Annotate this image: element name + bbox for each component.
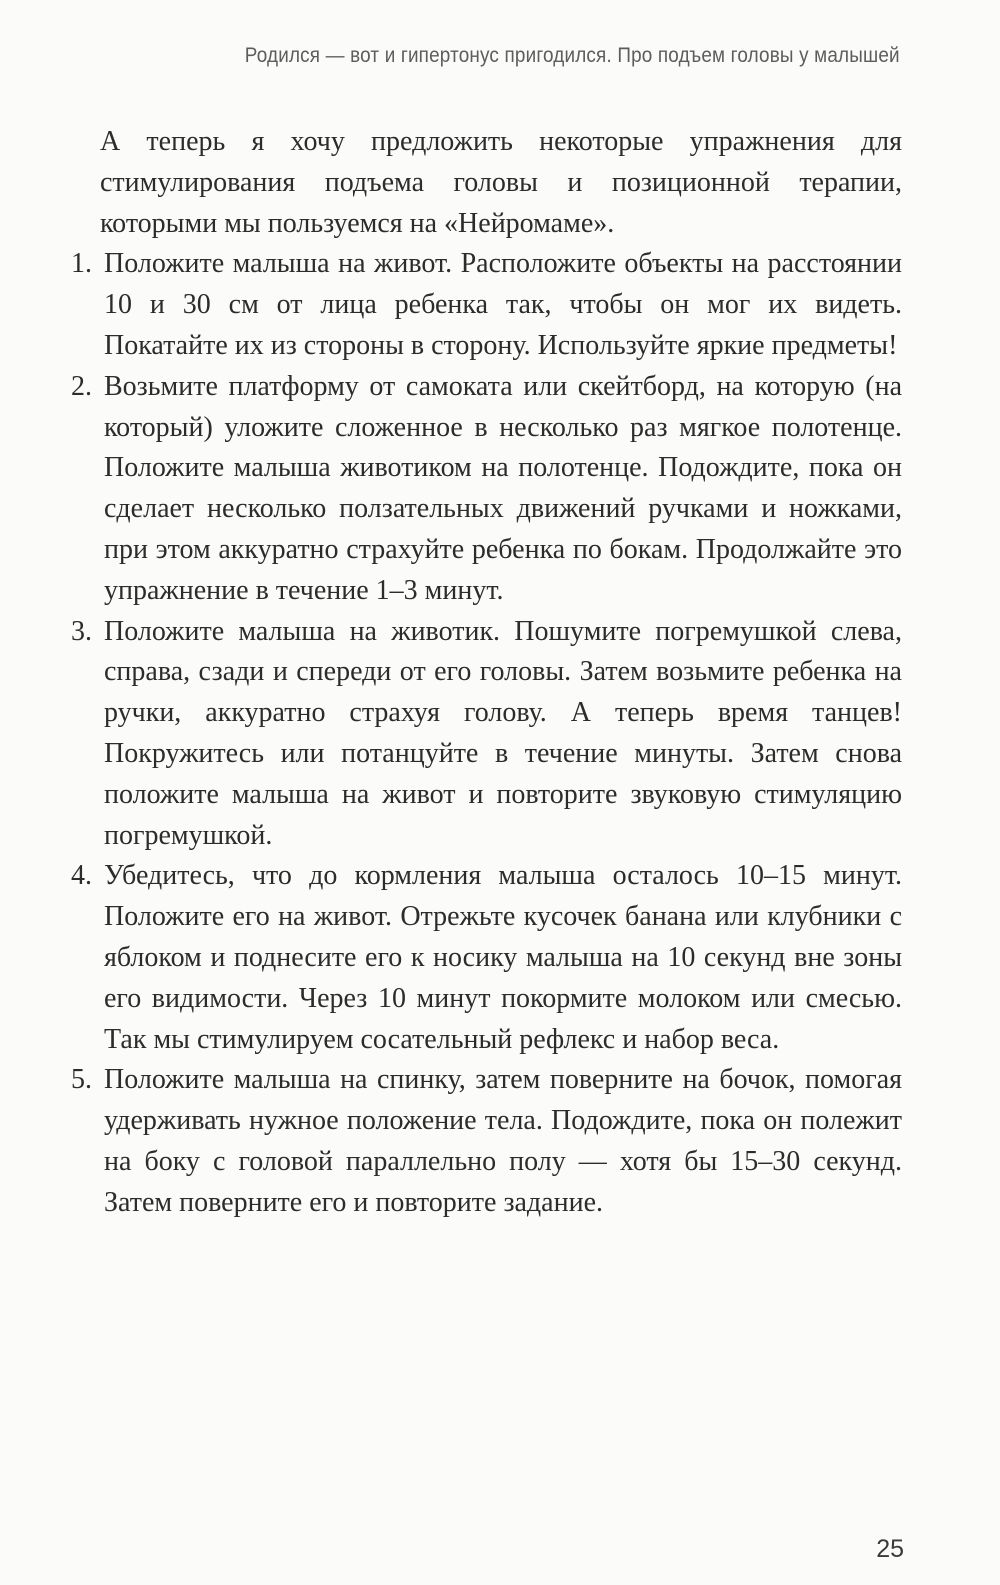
exercise-number: 1. (71, 248, 92, 280)
exercise-list (71, 244, 902, 1223)
exercise-text: Убедитесь, что до кормления малыша осталось 10–15 минут. Положите его на живот. Отрежьте кусочек банана или клубники с яблоком и поднесите его к носику малыша на 10 секунд вне зоны его видимости. Через 10 минут покормите молоком или смесью. Так мы стимулируем сосательный рефлекс и набор веса. (104, 860, 902, 1055)
intro-paragraph (100, 122, 902, 244)
page-number: 25 (876, 1535, 904, 1563)
exercise-text: Положите малыша на живот. Расположите объекты на расстоянии 10 и 30 см от лица ребенка так, чтобы он мог их видеть. Покатайте их из стороны в сторону. Используйте яркие предметы! (104, 248, 902, 361)
exercise-number: 3. (71, 615, 92, 647)
exercise-item-1 (71, 244, 902, 366)
exercise-text: Положите малыша на животик. Пошумите погремушкой слева, справа, сзади и спереди от его головы. Затем возьмите ребенка на ручки, аккуратно страхуя голову. А теперь время танцев! Покружитесь или потанцуйте в течение минуты. Затем снова положите малыша на живот и повторите звуковую стимуляцию погремушкой. (104, 615, 902, 851)
exercise-number: 2. (71, 370, 92, 402)
exercise-text: Положите малыша на спинку, затем поверните на бочок, помогая удерживать нужное положение тела. Подождите, пока он полежит на боку с головой параллельно полу — хотя бы 15–30 секунд. Затем поверните его и повторите задание. (104, 1064, 902, 1218)
exercise-item-2 (71, 367, 902, 612)
exercise-item-4 (71, 856, 902, 1060)
exercise-number: 5. (71, 1064, 92, 1096)
main-text (71, 122, 902, 1224)
exercise-item-3 (71, 612, 902, 857)
intro-text: А теперь я хочу предложить некоторые упражнения для стимулирования подъема головы и позиционной терапии, которыми мы пользуемся на «Нейромаме». (100, 126, 902, 239)
exercise-item-5 (71, 1060, 902, 1223)
exercise-text: Возьмите платформу от самоката или скейтборд, на которую (на который) уложите сложенное в несколько раз мягкое полотенце. Положите малыша животиком на полотенце. Подождите, пока он сделает несколько ползательных движений ручками и ножками, при этом аккуратно страхуйте ребенка по бокам. Продолжайте это упражнение в течение 1–3 минут. (104, 370, 902, 606)
exercise-number: 4. (71, 860, 92, 892)
running-header: Родился — вот и гипертонус пригодился. Про подъем головы у малышей (244, 44, 900, 67)
